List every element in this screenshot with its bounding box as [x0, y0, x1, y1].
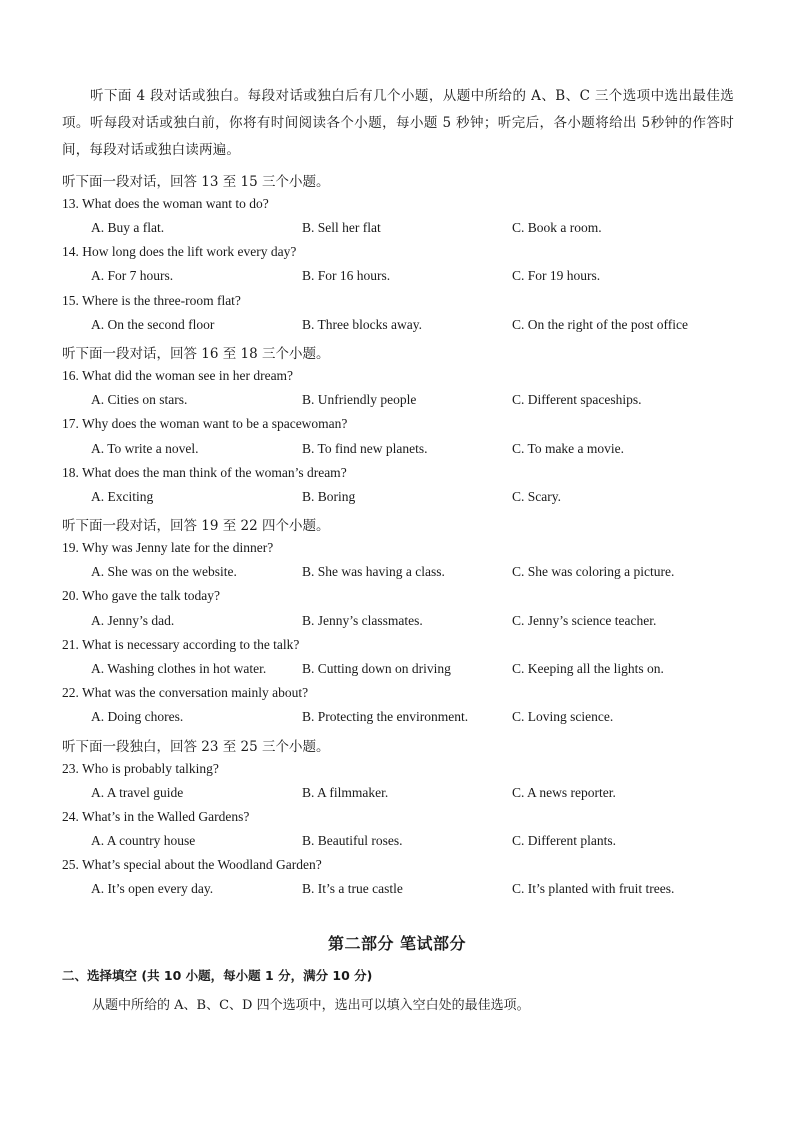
- option-19-b: B. She was having a class.: [302, 564, 445, 579]
- option-25-c: C. It’s planted with fruit trees.: [512, 881, 675, 896]
- question-17: 17. Why does the woman want to be a spacewoman?: [62, 416, 348, 431]
- part-two-instruction: 从题中所给的 A、B、C、D 四个选项中，选出可以填入空白处的最佳选项。: [92, 998, 530, 1013]
- option-20-c: C. Jenny’s science teacher.: [512, 613, 657, 628]
- option-21-b: B. Cutting down on driving: [302, 661, 451, 676]
- question-14: 14. How long does the lift work every day?: [62, 244, 297, 259]
- option-14-b: B. For 16 hours.: [302, 268, 391, 283]
- listening-instructions: 听下面 4 段对话或独白。每段对话或独白后有几个小题，从题中所给的 A、B、C 三个选项中选出最佳选项。听每段对话或独白前，你将有时间阅读各个小题，每小题 5 秒钟；听完后，各小题将给出 5秒钟的作答时间，每段对话或独白读两遍。: [62, 88, 734, 158]
- question-18: 18. What does the man think of the woman’s dream?: [62, 465, 347, 480]
- option-16-c: C. Different spaceships.: [512, 392, 642, 407]
- option-15-a: A. On the second floor: [91, 317, 215, 332]
- option-23-b: B. A filmmaker.: [302, 785, 389, 800]
- option-16-a: A. Cities on stars.: [91, 392, 188, 407]
- option-25-a: A. It’s open every day.: [91, 881, 214, 896]
- part-two-heading: 二、选择填空 (共 10 小题，每小题 1 分，满分 10 分): [62, 968, 373, 983]
- option-24-a: A. A country house: [91, 833, 196, 848]
- question-21: 21. What is necessary according to the talk?: [62, 637, 300, 652]
- option-17-c: C. To make a movie.: [512, 441, 625, 456]
- option-13-c: C. Book a room.: [512, 220, 602, 235]
- section-heading-4: 听下面一段独白，回答 23 至 25 三个小题。: [62, 739, 330, 755]
- option-13-b: B. Sell her flat: [302, 220, 381, 235]
- option-17-b: B. To find new planets.: [302, 441, 428, 456]
- option-17-a: A. To write a novel.: [91, 441, 199, 456]
- option-19-c: C. She was coloring a picture.: [512, 564, 675, 579]
- option-15-c: C. On the right of the post office: [512, 317, 688, 332]
- part-two-title: 第二部分 笔试部分: [327, 934, 467, 953]
- question-19: 19. Why was Jenny late for the dinner?: [62, 540, 274, 555]
- option-23-c: C. A news reporter.: [512, 785, 616, 800]
- question-20: 20. Who gave the talk today?: [62, 588, 220, 603]
- option-25-b: B. It’s a true castle: [302, 881, 403, 896]
- option-22-c: C. Loving science.: [512, 709, 614, 724]
- option-20-b: B. Jenny’s classmates.: [302, 613, 423, 628]
- option-21-a: A. Washing clothes in hot water.: [91, 661, 267, 676]
- option-22-a: A. Doing chores.: [91, 709, 184, 724]
- option-18-b: B. Boring: [302, 489, 356, 504]
- question-15: 15. Where is the three-room flat?: [62, 293, 241, 308]
- question-16: 16. What did the woman see in her dream?: [62, 368, 294, 383]
- option-18-a: A. Exciting: [91, 489, 154, 504]
- option-21-c: C. Keeping all the lights on.: [512, 661, 664, 676]
- section-heading-3: 听下面一段对话，回答 19 至 22 四个小题。: [62, 518, 330, 534]
- option-14-a: A. For 7 hours.: [91, 268, 174, 283]
- option-19-a: A. She was on the website.: [91, 564, 237, 579]
- option-22-b: B. Protecting the environment.: [302, 709, 469, 724]
- option-15-b: B. Three blocks away.: [302, 317, 422, 332]
- option-24-b: B. Beautiful roses.: [302, 833, 403, 848]
- section-heading-1: 听下面一段对话，回答 13 至 15 三个小题。: [62, 174, 330, 190]
- option-18-c: C. Scary.: [512, 489, 561, 504]
- question-23: 23. Who is probably talking?: [62, 761, 219, 776]
- option-24-c: C. Different plants.: [512, 833, 616, 848]
- option-20-a: A. Jenny’s dad.: [91, 613, 175, 628]
- option-16-b: B. Unfriendly people: [302, 392, 417, 407]
- question-22: 22. What was the conversation mainly about?: [62, 685, 309, 700]
- section-heading-2: 听下面一段对话，回答 16 至 18 三个小题。: [62, 346, 330, 362]
- question-25: 25. What’s special about the Woodland Garden?: [62, 857, 322, 872]
- option-13-a: A. Buy a flat.: [91, 220, 165, 235]
- option-23-a: A. A travel guide: [91, 785, 184, 800]
- question-24: 24. What’s in the Walled Gardens?: [62, 809, 250, 824]
- question-13: 13. What does the woman want to do?: [62, 196, 269, 211]
- option-14-c: C. For 19 hours.: [512, 268, 601, 283]
